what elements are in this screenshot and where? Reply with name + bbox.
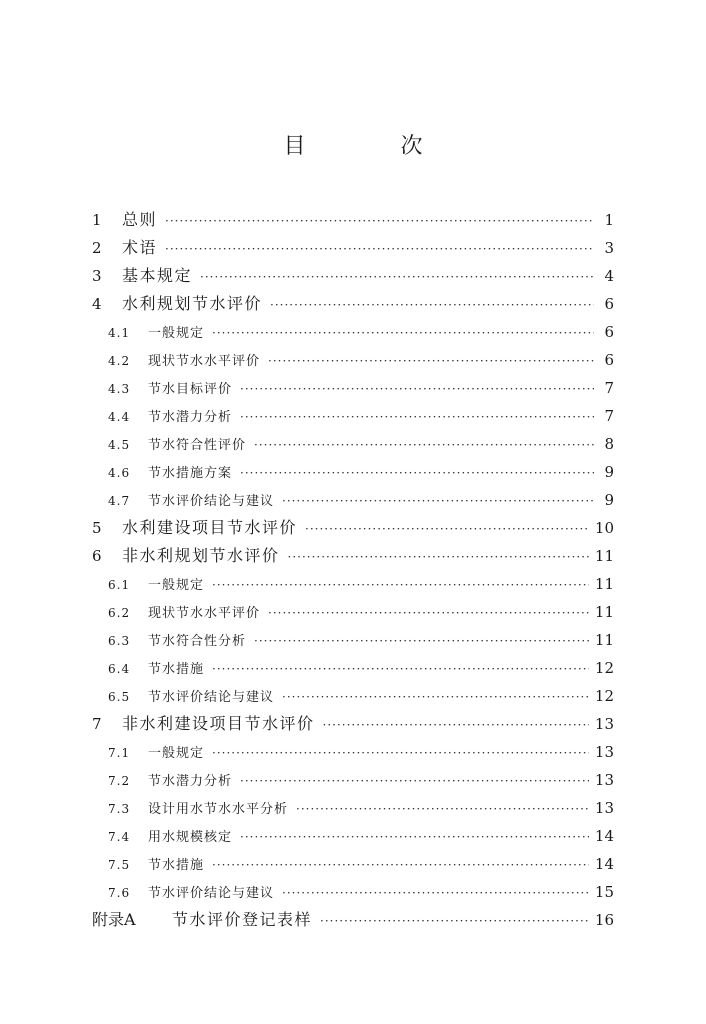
toc-entry[interactable]	[92, 374, 614, 402]
toc-entry-title: 节水措施	[148, 858, 205, 873]
toc-entry[interactable]	[92, 318, 614, 346]
toc-entry-number: 5	[92, 519, 102, 537]
toc-entry-title: 水利建设项目节水评价	[122, 518, 298, 537]
toc-entry-title: 设计用水节水水平分析	[148, 802, 289, 817]
toc-entry[interactable]	[92, 430, 614, 458]
toc-dot-leader	[240, 403, 594, 431]
toc-dot-leader	[254, 627, 589, 655]
toc-entry-page-number: 8	[604, 435, 614, 453]
toc-entry[interactable]	[92, 598, 614, 626]
toc-entry-title: 节水潜力分析	[148, 410, 233, 425]
toc-entry-number: 4.7	[108, 494, 131, 508]
toc-entry-page-number: 15	[594, 883, 614, 901]
toc-entry-title: 节水评价登记表样	[172, 910, 313, 929]
toc-entry-title: 用水规模核定	[148, 830, 233, 845]
toc-entry-page-number: 3	[604, 239, 614, 257]
toc-entry-number: 6.5	[108, 690, 131, 704]
toc-entry-number: 4.5	[108, 438, 131, 452]
toc-dot-leader	[320, 907, 589, 935]
toc-entry[interactable]	[92, 458, 614, 486]
toc-dot-leader	[240, 823, 589, 851]
toc-dot-leader	[268, 347, 594, 375]
toc-entry[interactable]	[92, 262, 614, 290]
toc-entry-number: 7.2	[108, 774, 131, 788]
toc-entry-page-number: 13	[594, 799, 614, 817]
toc-entry-page-number: 14	[594, 827, 614, 845]
toc-entry-number: 2	[92, 239, 102, 257]
toc-dot-leader	[282, 487, 594, 515]
toc-entry-title: 节水符合性评价	[148, 438, 247, 453]
toc-entry-title: 现状节水水平评价	[148, 606, 261, 621]
toc-dot-leader	[240, 375, 594, 403]
toc-dot-leader	[200, 263, 594, 291]
toc-entry-title: 一般规定	[148, 326, 205, 341]
toc-entry-page-number: 9	[604, 491, 614, 509]
toc-entry-page-number: 6	[604, 351, 614, 369]
toc-entry-number: 4.3	[108, 382, 131, 396]
toc-entry[interactable]	[92, 878, 614, 906]
toc-entry[interactable]	[92, 654, 614, 682]
toc-entry-title: 现状节水水平评价	[148, 354, 261, 369]
toc-dot-leader	[254, 431, 594, 459]
toc-entry-page-number: 13	[594, 771, 614, 789]
toc-entry-page-number: 1	[604, 211, 614, 229]
toc-entry-page-number: 6	[604, 323, 614, 341]
toc-entry-number: 7	[92, 715, 102, 733]
toc-entry-number: 1	[92, 211, 102, 229]
toc-entry-title: 节水评价结论与建议	[148, 886, 275, 901]
toc-dot-leader	[212, 655, 589, 683]
toc-entry-number: 4.1	[108, 326, 131, 340]
toc-entry-page-number: 7	[604, 407, 614, 425]
toc-entry-number: 4	[92, 295, 102, 313]
toc-entry[interactable]	[92, 794, 614, 822]
toc-entry-title: 节水评价结论与建议	[148, 494, 275, 509]
toc-dot-leader	[212, 319, 594, 347]
toc-entry[interactable]	[92, 542, 614, 570]
toc-entry-number: 7.5	[108, 858, 131, 872]
toc-entry-title: 非水利规划节水评价	[122, 546, 280, 565]
toc-entry-page-number: 10	[594, 519, 614, 537]
toc-entry[interactable]	[92, 710, 614, 738]
toc-entry-number: 附录A	[92, 910, 136, 929]
toc-entry-number: 7.6	[108, 886, 131, 900]
toc-entry[interactable]	[92, 626, 614, 654]
toc-entry[interactable]	[92, 514, 614, 542]
toc-entry[interactable]	[92, 206, 614, 234]
toc-entry[interactable]	[92, 234, 614, 262]
toc-dot-leader	[296, 795, 589, 823]
toc-entry[interactable]	[92, 346, 614, 374]
toc-entry-title: 节水措施方案	[148, 466, 233, 481]
toc-dot-leader	[240, 767, 589, 795]
toc-entry-page-number: 13	[594, 743, 614, 761]
toc-entry-number: 4.2	[108, 354, 131, 368]
toc-dot-leader	[270, 291, 594, 319]
toc-entry[interactable]	[92, 570, 614, 598]
toc-entry-title: 节水符合性分析	[148, 634, 247, 649]
toc-entry-number: 4.4	[108, 410, 131, 424]
table-of-contents	[92, 206, 614, 934]
toc-dot-leader	[288, 543, 589, 571]
toc-entry-page-number: 11	[594, 603, 614, 621]
toc-entry-title: 节水潜力分析	[148, 774, 233, 789]
toc-dot-leader	[212, 851, 589, 879]
toc-entry-page-number: 4	[604, 267, 614, 285]
toc-entry-title: 总则	[122, 210, 158, 229]
toc-entry[interactable]	[92, 906, 614, 934]
toc-dot-leader	[212, 739, 589, 767]
toc-entry[interactable]	[92, 290, 614, 318]
toc-entry-number: 6.4	[108, 662, 131, 676]
toc-entry-page-number: 11	[594, 547, 614, 565]
toc-entry-page-number: 12	[594, 659, 614, 677]
toc-entry[interactable]	[92, 682, 614, 710]
toc-entry-title: 水利规划节水评价	[122, 294, 263, 313]
toc-entry-number: 3	[92, 267, 102, 285]
toc-dot-leader	[282, 683, 589, 711]
toc-entry[interactable]	[92, 822, 614, 850]
toc-entry[interactable]	[92, 850, 614, 878]
toc-entry-number: 6	[92, 547, 102, 565]
toc-entry-number: 4.6	[108, 466, 131, 480]
toc-entry-page-number: 6	[604, 295, 614, 313]
toc-entry-number: 7.4	[108, 830, 131, 844]
toc-dot-leader	[323, 711, 589, 739]
toc-dot-leader	[240, 459, 594, 487]
toc-dot-leader	[212, 571, 589, 599]
toc-entry-page-number: 7	[604, 379, 614, 397]
toc-entry-number: 6.1	[108, 578, 131, 592]
toc-entry-page-number: 9	[604, 463, 614, 481]
toc-entry[interactable]	[92, 402, 614, 430]
toc-entry-page-number: 13	[594, 715, 614, 733]
toc-entry-page-number: 14	[594, 855, 614, 873]
toc-entry-number: 7.3	[108, 802, 131, 816]
toc-entry-title: 基本规定	[122, 266, 193, 285]
toc-dot-leader	[305, 515, 589, 543]
toc-entry[interactable]	[92, 486, 614, 514]
page-title: 目 次	[283, 134, 467, 159]
toc-entry-page-number: 12	[594, 687, 614, 705]
toc-entry-title: 节水措施	[148, 662, 205, 677]
toc-entry-page-number: 11	[594, 575, 614, 593]
toc-entry-title: 术语	[122, 238, 158, 257]
toc-entry-number: 6.2	[108, 606, 131, 620]
toc-dot-leader	[165, 207, 594, 235]
toc-entry-page-number: 16	[594, 911, 614, 929]
toc-entry-title: 节水评价结论与建议	[148, 690, 275, 705]
toc-dot-leader	[268, 599, 589, 627]
toc-entry-title: 非水利建设项目节水评价	[122, 714, 315, 733]
toc-dot-leader	[165, 235, 594, 263]
toc-entry[interactable]	[92, 766, 614, 794]
toc-entry-page-number: 11	[594, 631, 614, 649]
toc-entry-number: 6.3	[108, 634, 131, 648]
toc-entry-number: 7.1	[108, 746, 131, 760]
toc-entry-title: 一般规定	[148, 746, 205, 761]
toc-entry-title: 节水目标评价	[148, 382, 233, 397]
toc-dot-leader	[282, 879, 589, 907]
toc-entry[interactable]	[92, 738, 614, 766]
toc-entry-title: 一般规定	[148, 578, 205, 593]
